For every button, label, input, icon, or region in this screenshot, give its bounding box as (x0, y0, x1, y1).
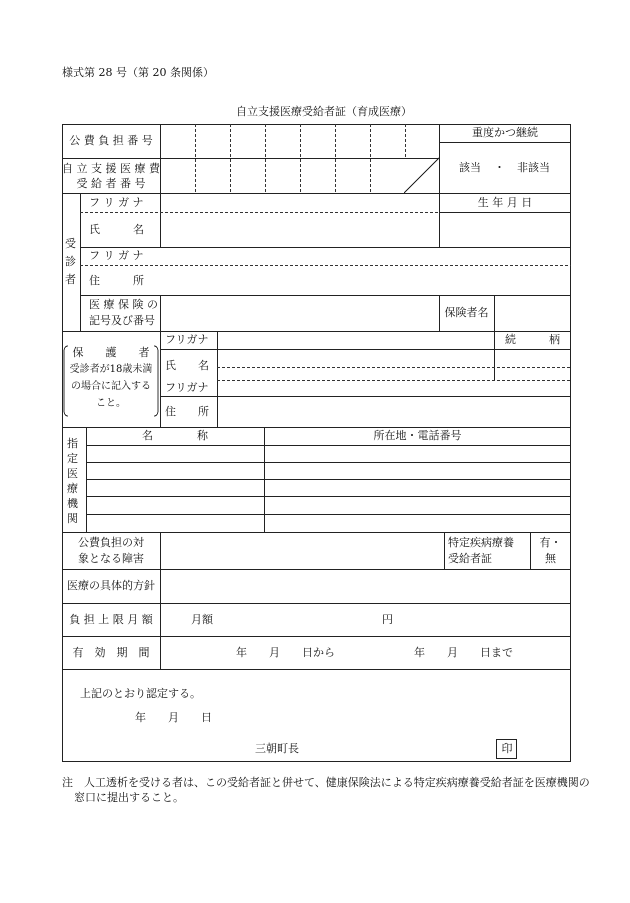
special-disease-label-line2: 受給者証 (448, 552, 492, 565)
facility-group-label-2: 定 (67, 452, 78, 465)
public-burden-number-label: 公 費 負 担 番 号 (69, 134, 153, 147)
guardian-label: 保 護 者 (72, 346, 150, 359)
guardian-address-furigana-label: フリガナ (165, 381, 209, 394)
guardian-note-line2: の場合に記入する (71, 381, 151, 392)
facility-group-label-6: 関 (67, 512, 78, 525)
page-title: 自立支援医療受給者証（育成医療） (236, 105, 412, 118)
seal-mark: 印 (501, 742, 513, 755)
disability-label-line2: 象となる障害 (78, 552, 144, 565)
guardian-address-label: 住 所 (165, 405, 209, 418)
facility-group-label-4: 療 (67, 482, 78, 495)
birthdate-label: 生 年 月 日 (477, 196, 533, 209)
footnote-line1: 注 人工透析を受ける者は、この受給者証と併せて、健康保険法による特定疾病療養受給者証を医療機関の (62, 776, 590, 789)
patient-group-label-3: 者 (65, 273, 76, 286)
severe-separator: ・ (494, 161, 505, 174)
monthly-amount-label: 月額 (191, 613, 213, 626)
patient-furigana-label: フ リ ガ ナ (89, 196, 144, 209)
validity-to-text: 年 月 日まで (414, 646, 513, 659)
special-disease-yes-option[interactable]: 有・ (539, 536, 562, 549)
relationship-label: 続 柄 (505, 333, 560, 346)
form-border (63, 125, 571, 762)
patient-address-furigana-label: フ リ ガ ナ (89, 249, 144, 262)
insurance-number-label-line2: 記号及び番号 (89, 314, 155, 327)
facility-address-header: 所在地・電話番号 (373, 429, 462, 442)
patient-group-label-2: 診 (65, 255, 76, 268)
special-disease-no-option[interactable]: 無 (545, 552, 556, 565)
form-number: 様式第 28 号（第 20 条関係） (62, 66, 214, 79)
severe-no-option[interactable]: 非該当 (517, 161, 550, 174)
facility-group-label-1: 指 (67, 437, 78, 450)
footnote-line2: 窓口に提出すること。 (74, 791, 184, 804)
insurer-name-label: 保険者名 (444, 306, 489, 319)
yen-unit-label: 円 (382, 613, 393, 626)
mayor-title: 三朝町長 (255, 742, 299, 755)
recipient-number-label-line1: 自 立 支 援 医 療 費 (62, 162, 160, 175)
treatment-policy-label: 医療の具体的方針 (67, 579, 155, 592)
facility-name-header: 名 称 (142, 429, 208, 442)
facility-group-label-5: 機 (67, 497, 78, 510)
guardian-name-label: 氏 名 (165, 359, 209, 372)
special-disease-label-line1: 特定疾病療養 (448, 536, 514, 549)
validity-period-label: 有 効 期 間 (72, 646, 150, 659)
severe-yes-option[interactable]: 該当 (459, 161, 481, 174)
recipient-number-label-line2: 受 給 者 番 号 (76, 177, 146, 190)
insurance-number-label-line1: 医 療 保 険 の (89, 298, 158, 311)
burden-limit-label: 負 担 上 限 月 額 (69, 613, 153, 626)
guardian-note-line3: こと。 (96, 398, 126, 409)
guardian-furigana-label: フリガナ (165, 333, 209, 346)
validity-from-text: 年 月 日から (236, 646, 335, 659)
patient-address-label: 住 所 (89, 274, 144, 287)
patient-name-label: 氏 名 (89, 223, 144, 236)
certification-date: 年 月 日 (135, 711, 212, 724)
disability-label-line1: 公費負担の対 (78, 536, 144, 549)
severe-continuation-header: 重度かつ継続 (472, 126, 538, 139)
guardian-note-line1: 受診者が18歳未満 (69, 364, 153, 375)
certification-text: 上記のとおり認定する。 (80, 687, 201, 700)
facility-group-label-3: 医 (67, 467, 78, 480)
patient-group-label-1: 受 (65, 237, 76, 250)
